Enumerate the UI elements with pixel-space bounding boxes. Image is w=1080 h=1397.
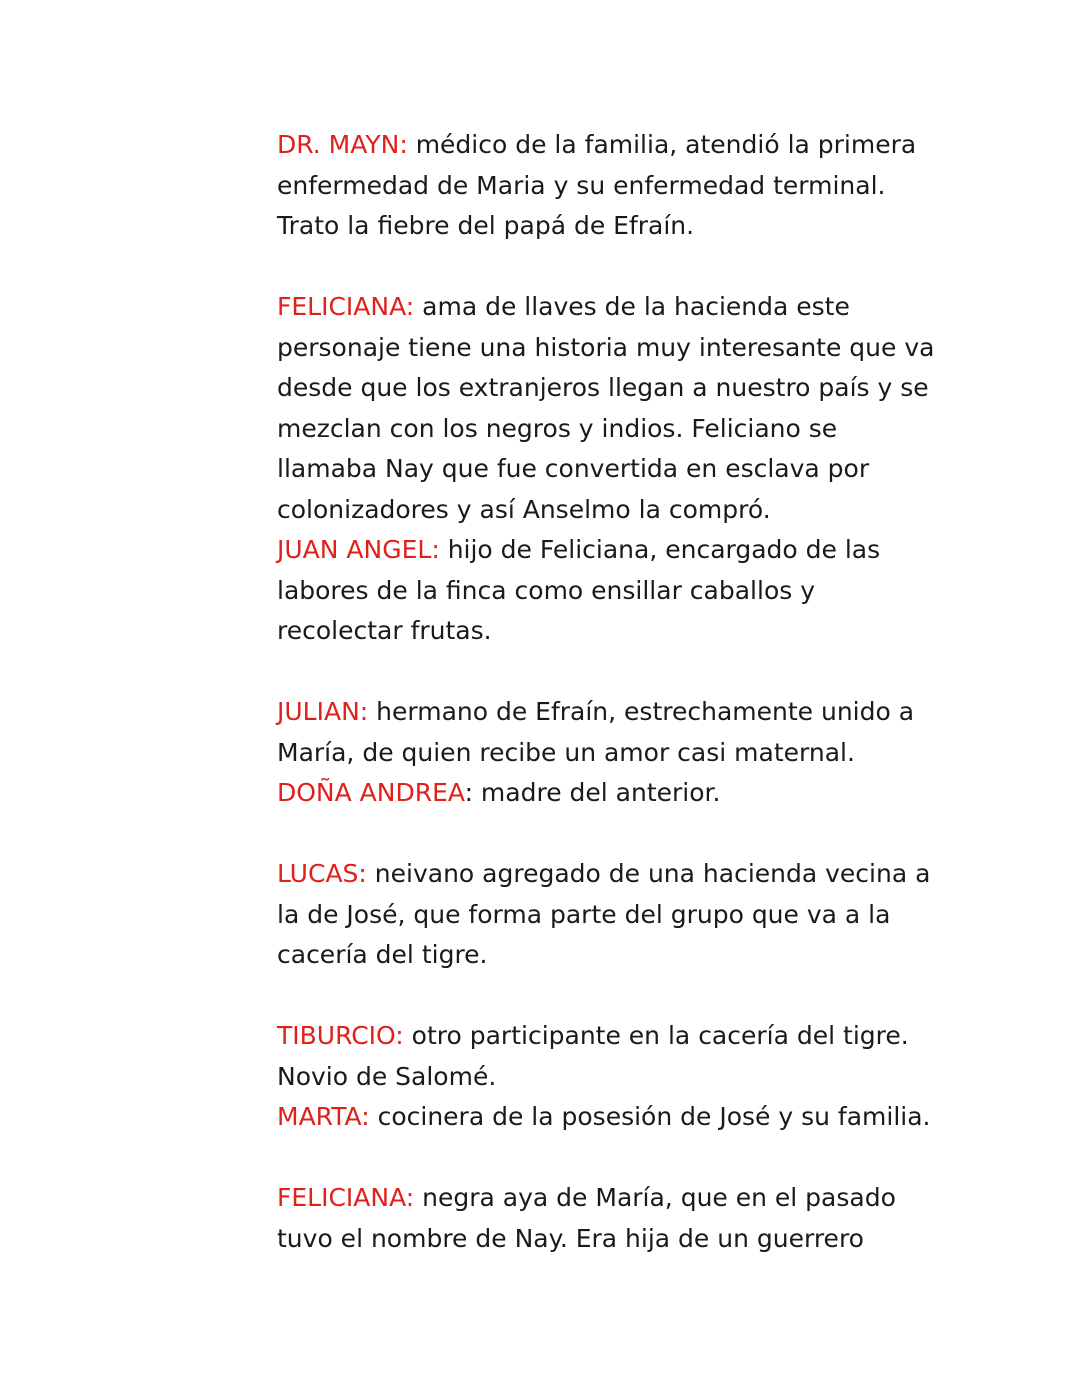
- paragraph-gap: [277, 976, 957, 1017]
- character-list: [277, 125, 957, 1259]
- character-name: JULIAN:: [277, 697, 369, 726]
- entry-line: tuvo el nombre de Nay. Era hija de un guerrero: [277, 1223, 864, 1253]
- entry-line: [277, 692, 957, 733]
- character-entry-marta: [277, 1097, 957, 1138]
- character-description: neivano agregado de una hacienda vecina a: [366, 859, 931, 888]
- character-name: DOÑA ANDREA: [277, 778, 465, 807]
- character-description: hijo de Feliciana, encargado de las: [439, 535, 881, 564]
- entry-line: [277, 530, 957, 571]
- entry-line: [277, 1016, 957, 1057]
- entry-line: recolectar frutas.: [277, 616, 492, 645]
- character-name: LUCAS:: [277, 859, 367, 888]
- character-entry-dr-mayn: [277, 125, 957, 247]
- entry-line: [277, 854, 957, 895]
- entry-line: personaje tiene una historia muy interesante que va: [277, 332, 935, 362]
- entry-line: cacería del tigre.: [277, 940, 488, 969]
- character-description: médico de la familia, atendió la primera: [407, 130, 917, 159]
- character-entry-julian: [277, 692, 957, 773]
- character-description: cocinera de la posesión de José y su familia.: [369, 1102, 931, 1131]
- paragraph-gap: [277, 247, 957, 288]
- entry-line: mezclan con los negros y indios. Feliciano se: [277, 413, 838, 443]
- character-entry-feliciana-aya: [277, 1178, 957, 1259]
- entry-line: [277, 1097, 957, 1138]
- entry-line: María, de quien recibe un amor casi maternal.: [277, 737, 855, 767]
- entry-line: [277, 125, 957, 166]
- entry-line: llamaba Nay que fue convertida en esclava por: [277, 454, 870, 483]
- character-name: MARTA:: [277, 1102, 370, 1131]
- character-name: TIBURCIO:: [277, 1021, 404, 1050]
- character-description: negra aya de María, que en el pasado: [414, 1183, 896, 1212]
- character-entry-feliciana: [277, 287, 957, 530]
- entry-line: desde que los extranjeros llegan a nuestro país y se: [277, 373, 929, 402]
- entry-line: la de José, que forma parte del grupo que va a la: [277, 899, 891, 929]
- character-description: otro participante en la cacería del tigre.: [403, 1021, 909, 1050]
- character-name: JUAN ANGEL:: [277, 535, 440, 564]
- entry-line: Novio de Salomé.: [277, 1061, 497, 1091]
- entry-line: [277, 773, 957, 814]
- entry-line: [277, 287, 957, 328]
- entry-line: Trato la fiebre del papá de Efraín.: [277, 211, 695, 240]
- paragraph-gap: [277, 1138, 957, 1179]
- character-entry-dona-andrea: [277, 773, 957, 814]
- character-description: : madre del anterior.: [464, 778, 721, 807]
- paragraph-gap: [277, 814, 957, 855]
- character-entry-lucas: [277, 854, 957, 976]
- character-name: DR. MAYN:: [277, 130, 408, 159]
- paragraph-gap: [277, 652, 957, 693]
- entry-line: enfermedad de Maria y su enfermedad terminal.: [277, 170, 886, 200]
- character-description: hermano de Efraín, estrechamente unido a: [368, 697, 915, 726]
- entry-line: [277, 1178, 957, 1219]
- character-name: FELICIANA:: [277, 292, 415, 321]
- entry-line: labores de la finca como ensillar caballos y: [277, 575, 816, 605]
- character-entry-tiburcio: [277, 1016, 957, 1097]
- character-description: ama de llaves de la hacienda este: [414, 292, 850, 321]
- character-name: FELICIANA:: [277, 1183, 415, 1212]
- entry-line: colonizadores y así Anselmo la compró.: [277, 494, 771, 524]
- character-entry-juan-angel: [277, 530, 957, 652]
